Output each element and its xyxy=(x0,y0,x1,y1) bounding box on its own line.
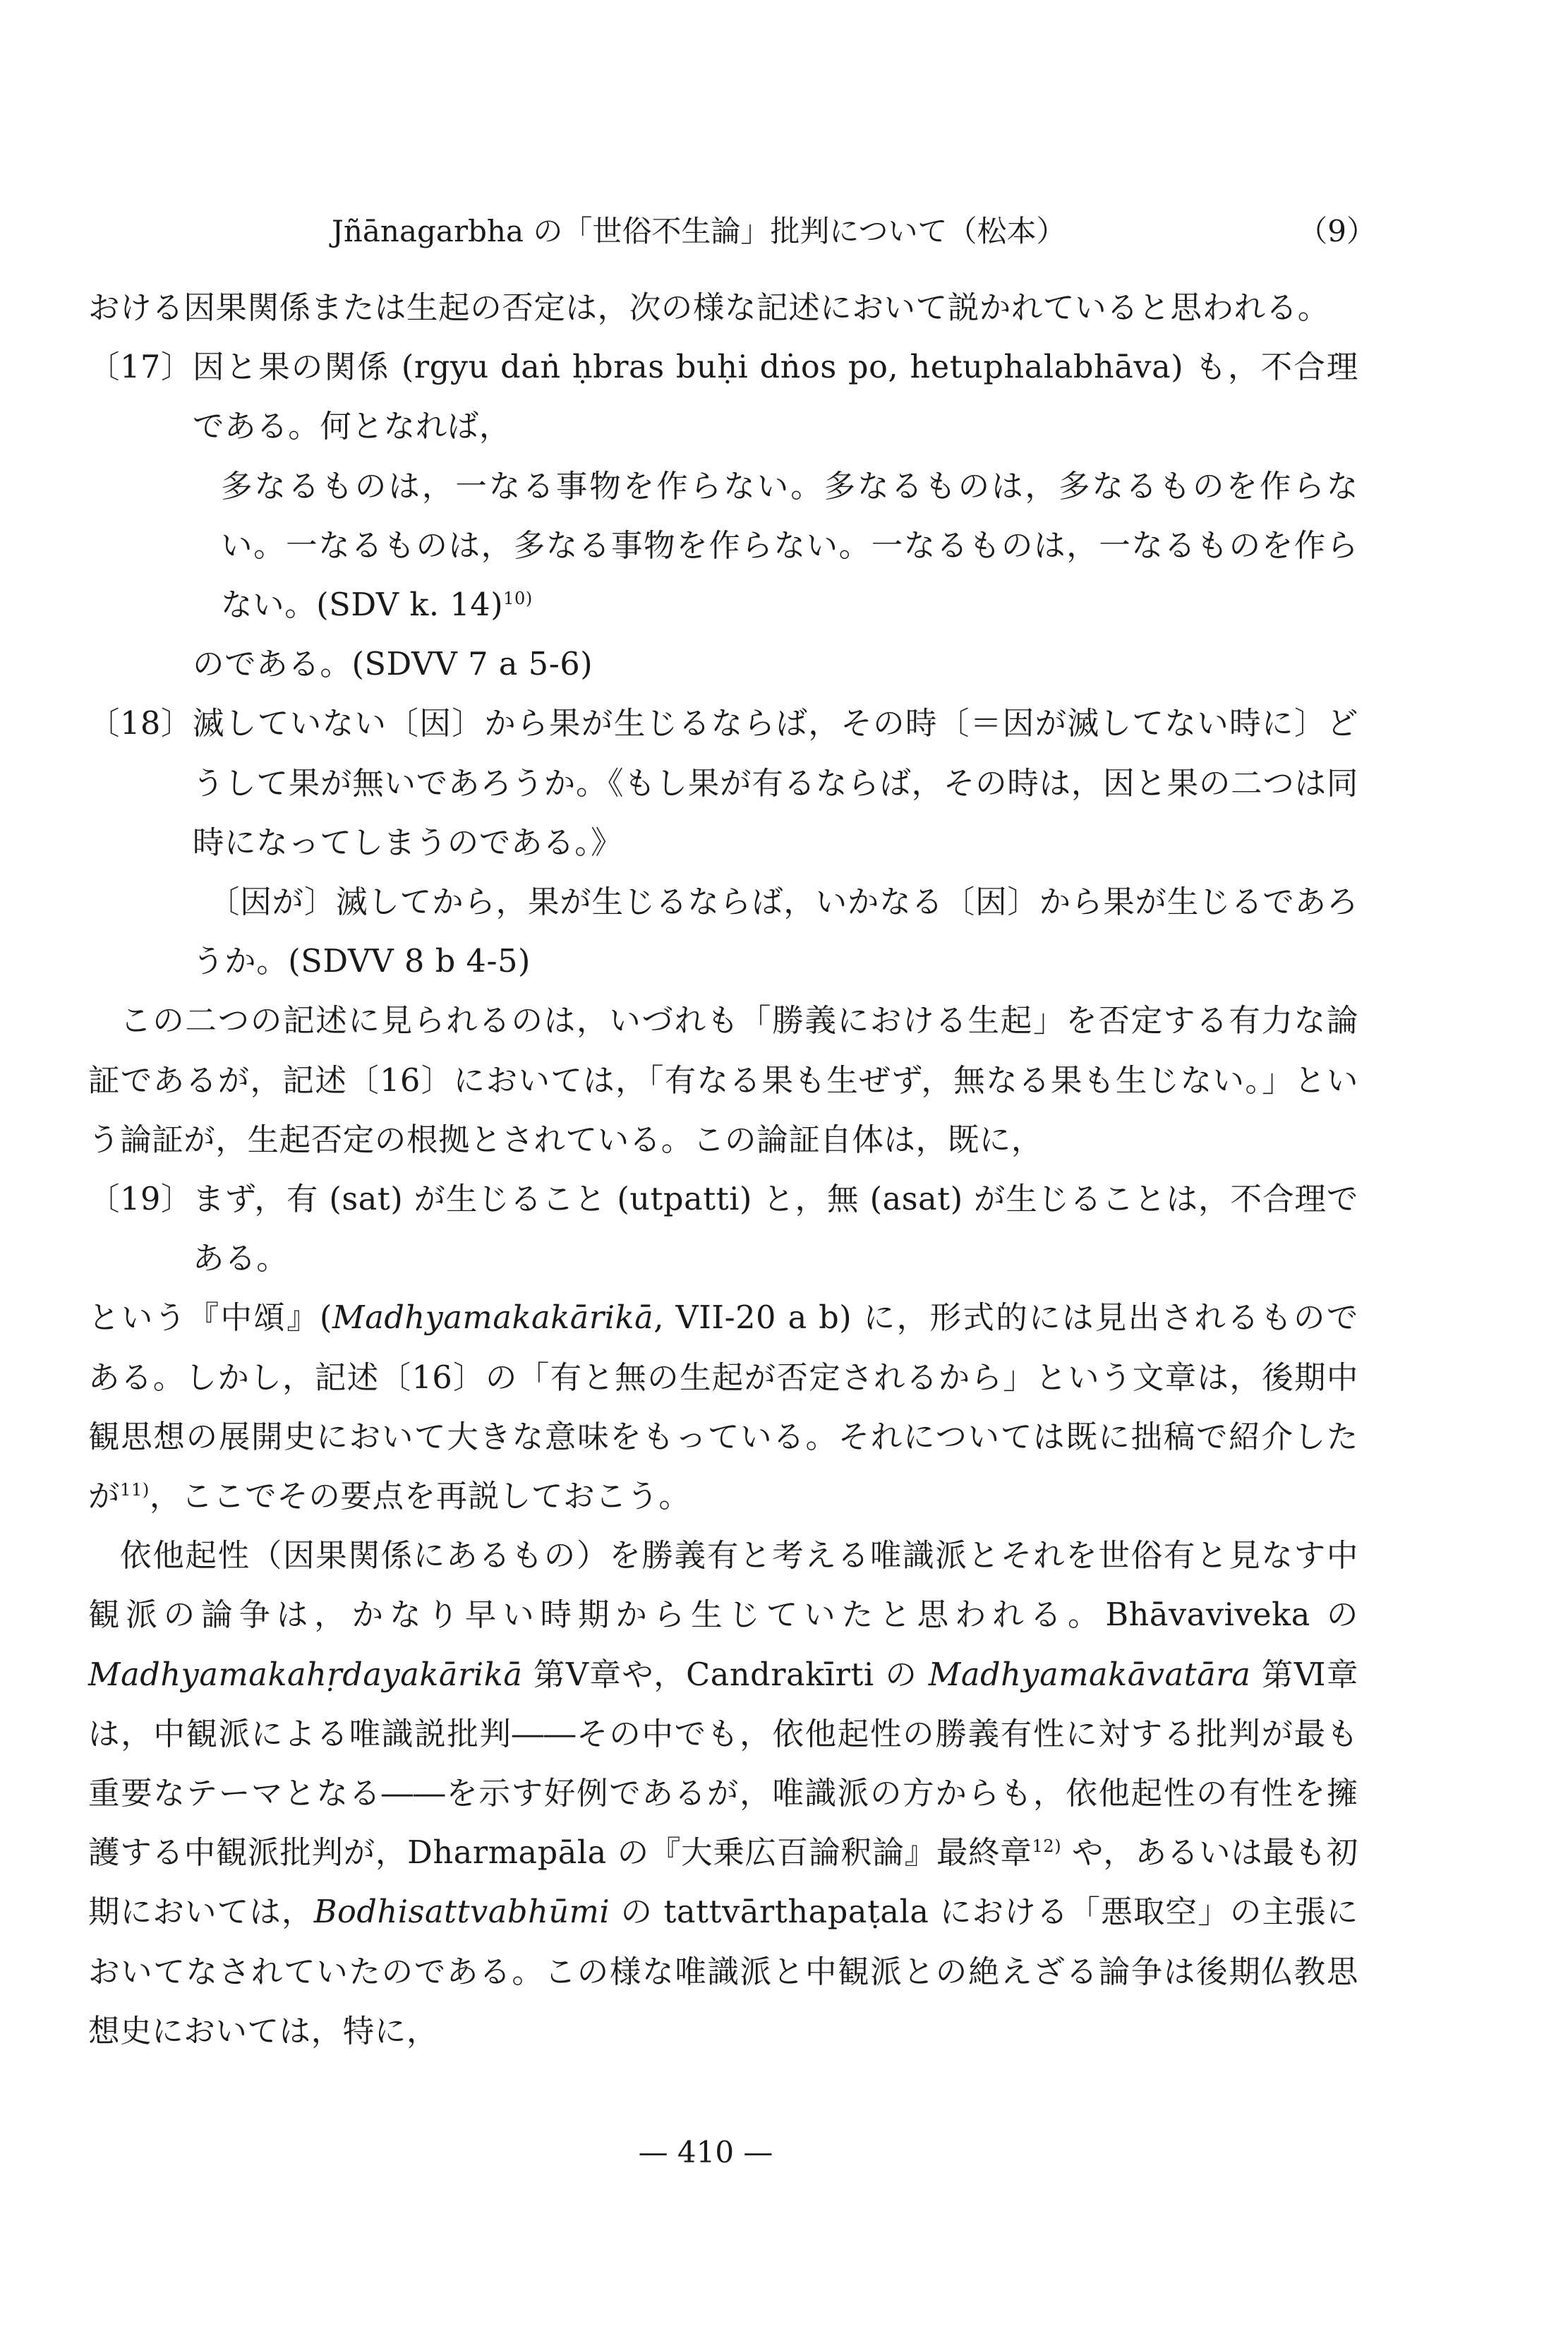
italic-title: Madhyamakakārikā xyxy=(332,1300,654,1337)
italic-title: Bodhisattvabhūmi xyxy=(313,1894,610,1931)
quotation-text: 滅していない〔因〕から果が生じるならば，その時〔＝因が滅してない時に〕どうして果が無いであろうか。《もし果が有るならば，その時は，因と果の二つは同時になってしまうのである。》 xyxy=(193,706,1358,861)
quotation-number: 〔18〕 xyxy=(88,706,193,742)
text-run: の tattvārthapaṭala における「悪取空」の主張においてなされていたのである。この様な唯識派と中観派との絶えざる論争は後期仏教思想史においては，特に， xyxy=(88,1894,1359,2049)
footnote-ref: 10) xyxy=(503,589,533,609)
page-number-footer: — 410 — xyxy=(638,2135,773,2169)
paragraph-2: この二つの記述に見られるのは，いづれも「勝義における生起」を否定する有力な論証であるが，記述〔16〕においては，「有なる果も生ぜず，無なる果も生じない。」という論証が，生起否定の根拠とされている。この論証自体は，既に， xyxy=(88,1003,1358,1158)
verse-text: 多なるものは，一なる事物を作らない。多なるものは，多なるものを作らない。一なるものは，多なる事物を作らない。一なるものは，一なるものを作らない。(SDV k. 14) xyxy=(221,468,1358,624)
text-run: や，あるいは最も初期においては， xyxy=(88,1835,1358,1931)
quotation-lead: 因と果の関係 (rgyu daṅ ḥbras buḥi dṅos po, hetuphalabhāva) も，不合理である。何となれば， xyxy=(193,349,1358,445)
quotation-17 xyxy=(88,338,1358,694)
text-run: 依他起性（因果関係にあるもの）を勝義有と考える唯識派とそれを世俗有と見なす中観派の論争は，かなり早い時期から生じていたと思われる。Bhāvaviveka の xyxy=(88,1538,1358,1634)
text-run: 第Ⅵ章は，中観派による唯識説批判――その中でも，依他起性の勝義有性に対する批判が最も重要なテーマとなる――を示す好例であるが，唯識派の方からも，依他起性の有性を擁護する中観派批判が，Dharmapāla の『大乗広百論釈論』最終章 xyxy=(88,1656,1358,1872)
text-run: 第Ⅴ章や，Candrakīrti の xyxy=(522,1656,929,1693)
quotation-19 xyxy=(88,1170,1358,1289)
italic-title: Madhyamakahṛdayakārikā xyxy=(88,1656,523,1693)
quotation-number: 〔17〕 xyxy=(88,349,193,386)
quotation-tail: のである。(SDVV 7 a 5-6) xyxy=(193,646,593,683)
paragraph-4 xyxy=(88,1527,1358,2061)
running-header xyxy=(332,210,1376,253)
header-title: Jñānagarbha の「世俗不生論」批判について（松本） xyxy=(332,214,1066,248)
italic-title: Madhyamakāvatāra xyxy=(928,1656,1251,1693)
quotation-number: 〔19〕 xyxy=(88,1181,193,1218)
quotation-text-sub: 〔因が〕滅してから，果が生じるならば，いかなる〔因〕から果が生じるであろうか。(SDVV 8 b 4-5) xyxy=(193,884,1358,980)
verse-quote xyxy=(193,457,1358,636)
header-page-label: （9） xyxy=(1298,214,1376,248)
paragraph-3 xyxy=(88,1289,1358,1527)
footnote-ref: 11) xyxy=(120,1480,150,1500)
quotation-text: まず，有 (sat) が生じること (utpatti) と，無 (asat) が生じることは，不合理である。 xyxy=(193,1181,1358,1277)
quotation-18 xyxy=(88,694,1358,992)
text-run: ，ここでその要点を再説しておこう。 xyxy=(149,1479,691,1515)
text-run: という『中頌』( xyxy=(88,1300,333,1337)
paragraph-intro: おける因果関係または生起の否定は，次の様な記述において説かれていると思われる。 xyxy=(88,290,1329,326)
footnote-ref: 12) xyxy=(1032,1836,1062,1857)
text-run: , VII-20 a b) に，形式的には見出されるものである。しかし，記述〔16〕の「有と無の生起が否定されるから」という文章は，後期中観思想の展開史において大きな意味をもっている。それについては既に拙稿で紹介したが xyxy=(88,1300,1358,1515)
body-text xyxy=(88,279,1358,2061)
